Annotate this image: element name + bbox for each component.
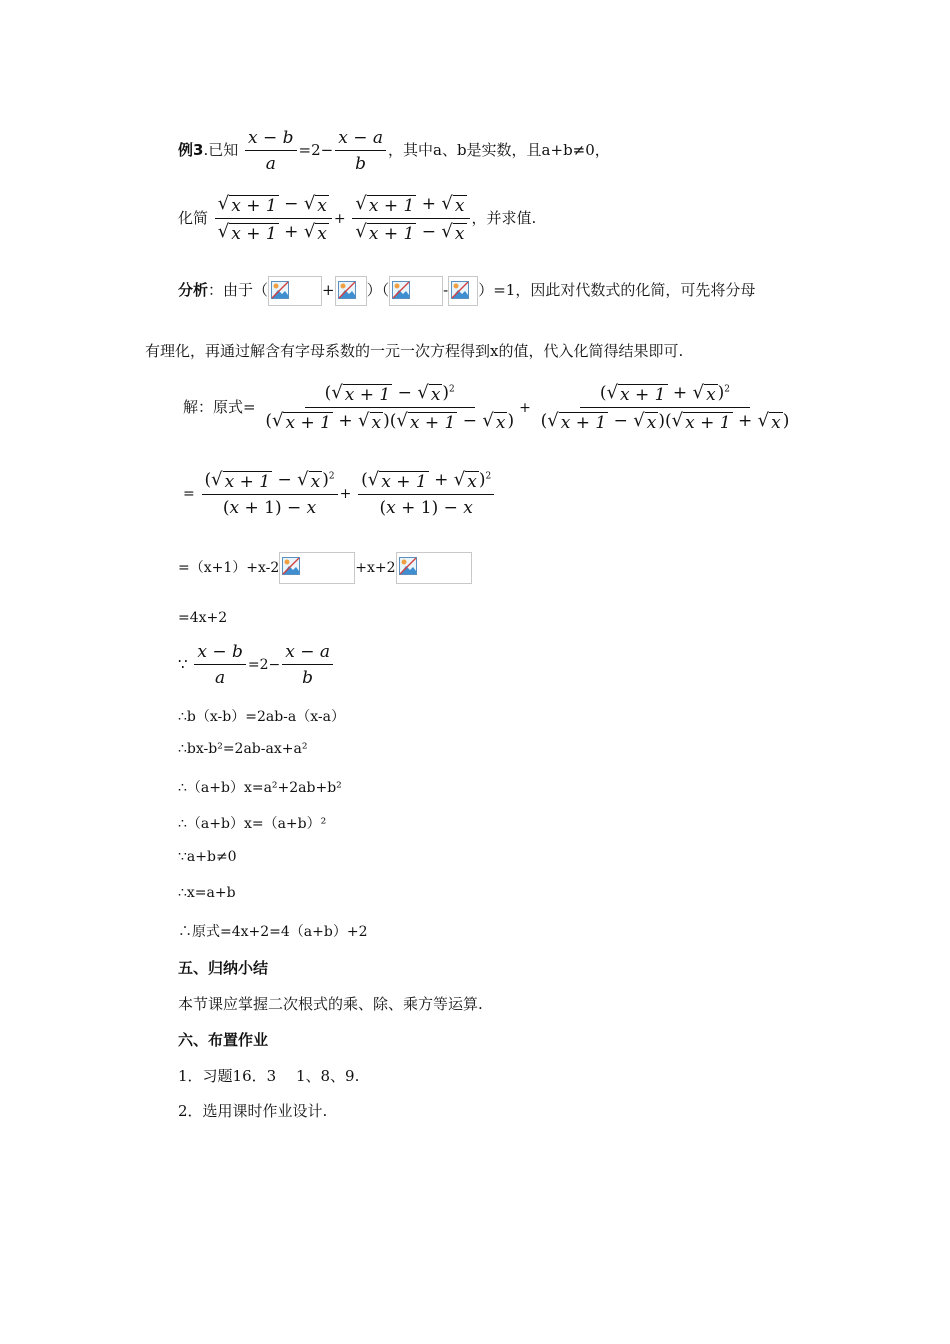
fraction-numerator: √ x + 1 + √ x: [352, 194, 469, 219]
fraction-denominator: √ x + 1 + √ x: [217, 221, 327, 244]
therefore-line-1: ∴b（x-b）=2ab-a（x-a）: [178, 709, 345, 725]
because-symbol: ∵: [178, 655, 188, 673]
fraction-denominator: a: [265, 154, 276, 174]
fraction-numerator: ( √ x + 1 − √ x )$^2$: [202, 470, 338, 495]
fraction-denominator: a: [215, 668, 226, 688]
homework-item-1: 1．习题16．3 1、8、9.: [178, 1067, 360, 1085]
fraction-denominator: √ x + 1 − √ x: [355, 221, 465, 244]
fraction-numerator: x − b: [194, 642, 246, 665]
eq-2-minus: =2−: [247, 657, 281, 673]
solution-line3: [178, 552, 472, 584]
analysis-mid: ）（: [366, 281, 390, 299]
solution-fraction-1: [262, 383, 517, 433]
fraction-numerator: x − a: [282, 642, 333, 665]
solution-line2: = ( √ x + 1 − √ x )$^2$ (x + 1) − x + ( √ x + 1 + √ x )$^2$ (x + 1) − x: [183, 470, 496, 518]
solution-line1: 解：原式= ( √ x + 1 − √ x )$^2$ ( √ x + 1 + √ x )( √ x + 1 − √ x ) + ( √ x + 1 + √ x )$^2$ ( √ x + 1 − √ x )( √ x + 1 + √ x ): [183, 383, 794, 433]
fraction-numerator: x − b: [245, 128, 297, 151]
solution-step2-fraction-2: [358, 470, 494, 518]
eq-2-minus: =2−: [298, 141, 334, 159]
step3-b: +x+2: [355, 560, 396, 576]
fraction-denominator: b: [355, 154, 367, 174]
radical-fraction-2: [352, 194, 469, 244]
fraction-denominator: ( √ x + 1 + √ x )( √ x + 1 − √ x ): [265, 410, 515, 433]
fraction-numerator: ( √ x + 1 + √ x )$^2$: [358, 470, 494, 495]
fraction-numerator: x − a: [335, 128, 386, 151]
solution-step4: =4x+2: [178, 610, 228, 626]
because-line-2: ∵a+b≠0: [178, 849, 237, 865]
broken-image-icon: [396, 552, 472, 584]
analysis-prefix: ：由于（: [208, 281, 269, 299]
broken-image-icon: [268, 276, 322, 306]
analysis-line1: [178, 275, 755, 306]
radical-fraction-1: [215, 194, 332, 244]
section5-body: 本节课应掌握二次根式的乘、除、乘方等运算.: [178, 995, 483, 1013]
broken-image-icon: [389, 276, 443, 306]
analysis-label: 分析: [178, 281, 209, 299]
therefore-line-4: ∴（a+b）x=（a+b）²: [178, 816, 327, 832]
broken-image-icon: [279, 552, 355, 584]
fraction-denominator: (x + 1) − x: [379, 498, 473, 518]
example3-line2: 化简 √ x + 1 − √ x √ x + 1 + √ x + √ x + 1 + √ x √ x + 1 − √ x ，并求值.: [178, 193, 537, 244]
because-line-1: [178, 642, 335, 688]
broken-image-icon: [335, 276, 367, 306]
because-fraction-1: [194, 642, 246, 688]
fraction-numerator: ( √ x + 1 + √ x )$^2$: [580, 383, 750, 408]
example3-line1: [178, 128, 610, 174]
because-fraction-2: [282, 642, 333, 688]
fraction-denominator: b: [302, 668, 314, 688]
section5-title: 五、归纳小结: [178, 959, 269, 977]
solution-step2-fraction-1: [202, 470, 338, 518]
example3-tail: ，并求值.: [471, 209, 537, 227]
therefore-line-6: ∴原式=4x+2=4（a+b）+2: [178, 924, 368, 940]
section6-title: 六、布置作业: [178, 1031, 269, 1049]
solution-fraction-2: [538, 383, 793, 433]
given-fraction-1: [245, 128, 297, 174]
example3-given: 已知: [208, 141, 239, 159]
equals-sign: =: [183, 486, 195, 502]
broken-image-icon: [448, 276, 478, 306]
example3-dot: .: [203, 141, 209, 159]
therefore-line-3: ∴（a+b）x=a²+2ab+b²: [178, 780, 342, 796]
step3-a: =（x+1）+x-2: [178, 560, 280, 576]
fraction-denominator: (x + 1) − x: [222, 498, 317, 518]
therefore-line-2: ∴bx-b²=2ab-ax+a²: [178, 741, 308, 757]
analysis-end: ）=1，因此对代数式的化简，可先将分母: [478, 281, 756, 299]
fraction-numerator: ( √ x + 1 − √ x )$^2$: [305, 383, 475, 408]
simplify-label: 化简: [178, 209, 209, 227]
given-fraction-2: [335, 128, 386, 174]
example3-condition: ，其中a、b是实数，且a+b≠0，: [388, 141, 610, 159]
fraction-numerator: √ x + 1 − √ x: [215, 194, 332, 219]
fraction-denominator: ( √ x + 1 − √ x )( √ x + 1 + √ x ): [540, 410, 790, 433]
example3-label: 例3: [178, 141, 204, 159]
solution-label: 解：原式=: [183, 398, 256, 416]
analysis-line2: 有理化，再通过解含有字母系数的一元一次方程得到x的值，代入化简得结果即可.: [145, 342, 684, 360]
homework-item-2: 2．选用课时作业设计.: [178, 1102, 328, 1120]
therefore-line-5: ∴x=a+b: [178, 885, 236, 901]
minus-sign: -: [443, 281, 449, 299]
plus-sign: +: [322, 281, 335, 299]
